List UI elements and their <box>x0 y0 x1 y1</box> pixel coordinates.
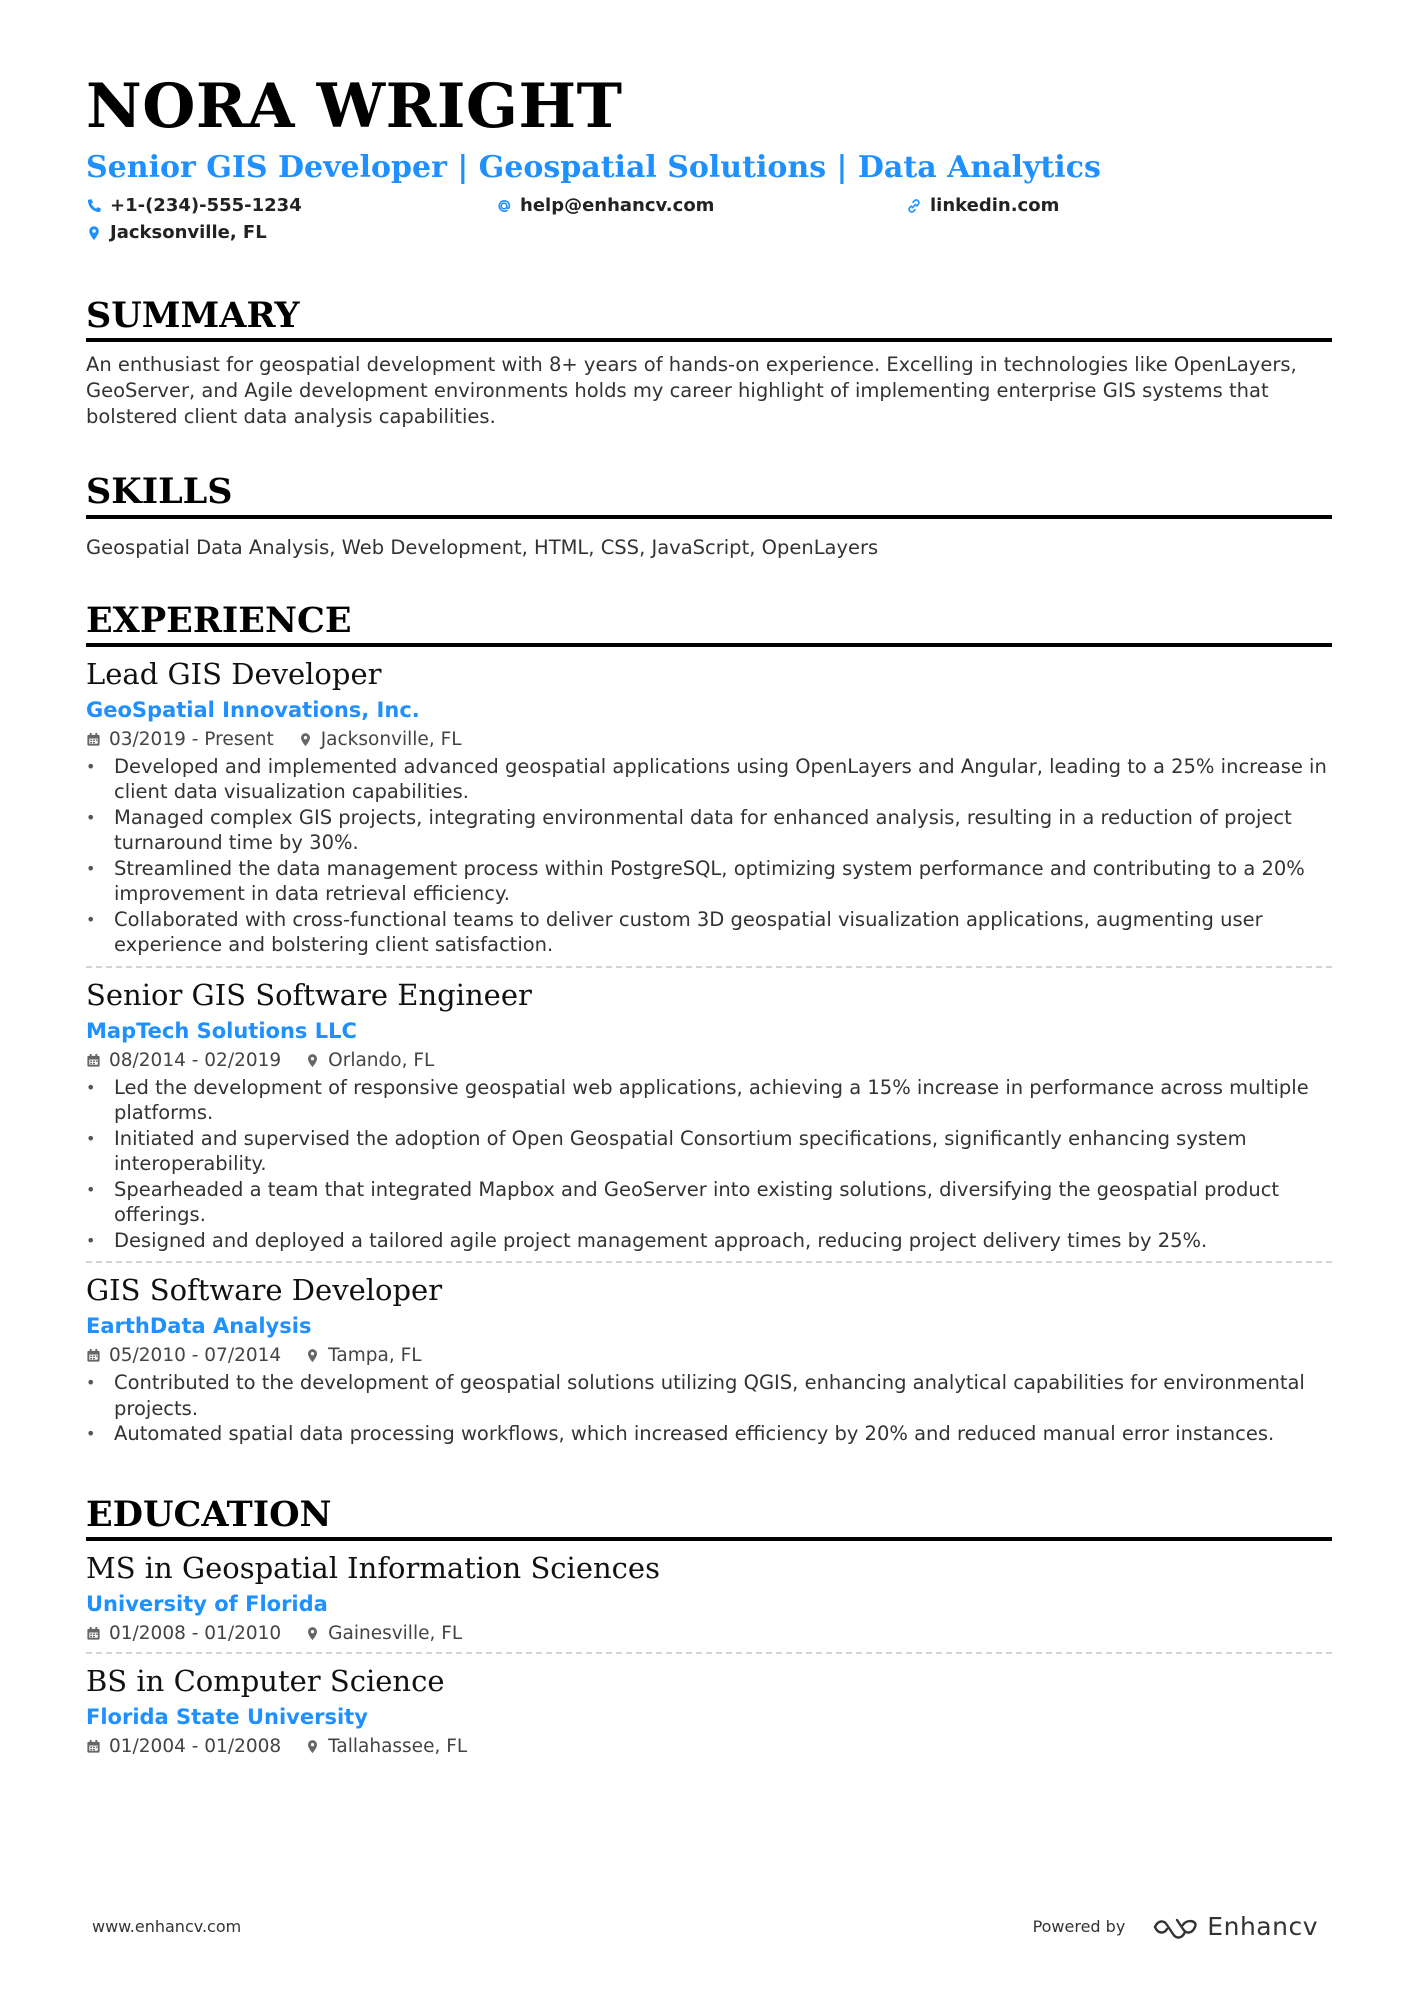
page-footer <box>92 1912 1318 1941</box>
contact-info <box>86 192 1332 246</box>
company-name[interactable]: EarthData Analysis <box>86 1314 312 1339</box>
summary-section <box>86 296 1332 430</box>
education-location: Gainesville, FL <box>328 1622 463 1644</box>
calendar-icon <box>86 732 101 747</box>
phone-icon <box>86 198 102 214</box>
bullet-item: • Led the development of responsive geospatial web applications, achieving a 15% increase in performance across multiple platforms. <box>86 1075 1332 1126</box>
company-name[interactable]: GeoSpatial Innovations, Inc. <box>86 697 420 722</box>
bullet-item: • Developed and implemented advanced geospatial applications using OpenLayers and Angular, leading to a 25% increase in client data visualization capabilities. <box>86 754 1332 805</box>
education-dates: 01/2008 - 01/2010 <box>109 1622 282 1644</box>
education-location: Tallahassee, FL <box>328 1735 468 1757</box>
summary-text: An enthusiast for geospatial development with 8+ years of hands-on experience. Excelling in technologies like OpenLayers, GeoServer, and Agile development environments holds my career highlight of implementing enterprise GIS systems that bolstered client data analysis capabilities. <box>86 353 1297 429</box>
job-role: GIS Software Developer <box>86 1273 443 1308</box>
calendar-icon <box>86 1739 101 1754</box>
school-name[interactable]: University of Florida <box>86 1591 328 1616</box>
calendar-icon <box>86 1348 101 1363</box>
education-section <box>86 1495 1332 1765</box>
education-entry <box>86 1652 1332 1765</box>
degree-name: MS in Geospatial Information Sciences <box>86 1550 660 1585</box>
powered-by-label: Powered by <box>1032 1917 1126 1936</box>
footer-branding <box>1033 1912 1318 1941</box>
contact-location <box>86 222 267 243</box>
education-entry <box>86 1541 1332 1652</box>
job-bullets <box>86 754 1332 958</box>
at-icon <box>496 198 512 214</box>
job-dates: 08/2014 - 02/2019 <box>109 1049 282 1071</box>
contact-phone[interactable] <box>86 195 496 216</box>
summary-heading: SUMMARY <box>86 296 1332 342</box>
education-heading: EDUCATION <box>86 1495 1332 1541</box>
location-pin-icon <box>86 225 102 241</box>
resume-page <box>86 71 1332 1765</box>
bullet-item: • Initiated and supervised the adoption of Open Geospatial Consortium specifications, significantly enhancing system interoperability. <box>86 1126 1332 1177</box>
experience-heading: EXPERIENCE <box>86 601 1332 647</box>
experience-entry <box>86 966 1332 1261</box>
resume-header <box>86 71 1332 246</box>
candidate-title: Senior GIS Developer | Geospatial Solutions | Data Analytics <box>86 150 1101 185</box>
job-role: Lead GIS Developer <box>86 656 382 691</box>
enhancv-logo-text: Enhancv <box>1207 1912 1318 1941</box>
job-meta <box>86 1345 1332 1366</box>
enhancv-logo[interactable] <box>1151 1912 1318 1941</box>
experience-section <box>86 601 1332 1455</box>
job-role: Senior GIS Software Engineer <box>86 977 532 1012</box>
linkedin-text: linkedin.com <box>930 195 1060 216</box>
education-meta <box>86 1623 1332 1644</box>
education-dates: 01/2004 - 01/2008 <box>109 1735 282 1757</box>
experience-entry <box>86 647 1332 966</box>
degree-name: BS in Computer Science <box>86 1663 445 1698</box>
phone-text: +1-(234)-555-1234 <box>110 195 302 216</box>
bullet-item: • Managed complex GIS projects, integrating environmental data for enhanced analysis, resulting in a reduction of project turnaround time by 30%. <box>86 805 1332 856</box>
job-bullets <box>86 1075 1332 1254</box>
calendar-icon <box>86 1053 101 1068</box>
company-name[interactable]: MapTech Solutions LLC <box>86 1018 357 1043</box>
location-pin-icon <box>305 1053 320 1068</box>
skills-text: Geospatial Data Analysis, Web Development, HTML, CSS, JavaScript, OpenLayers <box>86 535 879 559</box>
skills-section <box>86 472 1332 560</box>
bullet-item: • Automated spatial data processing workflows, which increased efficiency by 20% and reduced manual error instances. <box>86 1421 1332 1447</box>
email-text: help@enhancv.com <box>520 195 715 216</box>
location-pin-icon <box>305 1739 320 1754</box>
job-location: Tampa, FL <box>328 1345 422 1367</box>
bullet-item: • Streamlined the data management process within PostgreSQL, optimizing system performance and contributing to a 20% improvement in data retrieval efficiency. <box>86 856 1332 907</box>
footer-website[interactable]: www.enhancv.com <box>92 1917 242 1936</box>
calendar-icon <box>86 1626 101 1641</box>
location-pin-icon <box>305 1348 320 1363</box>
bullet-item: • Designed and deployed a tailored agile project management approach, reducing project delivery times by 25%. <box>86 1228 1332 1254</box>
job-meta <box>86 1050 1332 1071</box>
job-location: Orlando, FL <box>328 1049 435 1071</box>
bullet-item: • Contributed to the development of geospatial solutions utilizing QGIS, enhancing analytical capabilities for environmental projects. <box>86 1370 1332 1421</box>
location-pin-icon <box>305 1626 320 1641</box>
job-dates: 03/2019 - Present <box>109 728 274 750</box>
education-meta <box>86 1736 1332 1757</box>
candidate-name: NORA WRIGHT <box>86 71 623 142</box>
link-icon <box>906 198 922 214</box>
bullet-item: • Spearheaded a team that integrated Mapbox and GeoServer into existing solutions, diversifying the geospatial product offerings. <box>86 1177 1332 1228</box>
contact-email[interactable] <box>496 195 906 216</box>
bullet-item: • Collaborated with cross-functional teams to deliver custom 3D geospatial visualization applications, augmenting user experience and bolstering client satisfaction. <box>86 907 1332 958</box>
location-pin-icon <box>298 732 313 747</box>
experience-entry <box>86 1261 1332 1454</box>
skills-heading: SKILLS <box>86 472 1332 518</box>
job-location: Jacksonville, FL <box>320 728 462 750</box>
enhancv-logo-icon <box>1151 1914 1199 1940</box>
job-bullets <box>86 1370 1332 1447</box>
job-meta <box>86 729 1332 750</box>
school-name[interactable]: Florida State University <box>86 1704 368 1729</box>
location-text: Jacksonville, FL <box>110 222 267 243</box>
contact-linkedin[interactable] <box>906 195 1059 216</box>
job-dates: 05/2010 - 07/2014 <box>109 1345 282 1367</box>
